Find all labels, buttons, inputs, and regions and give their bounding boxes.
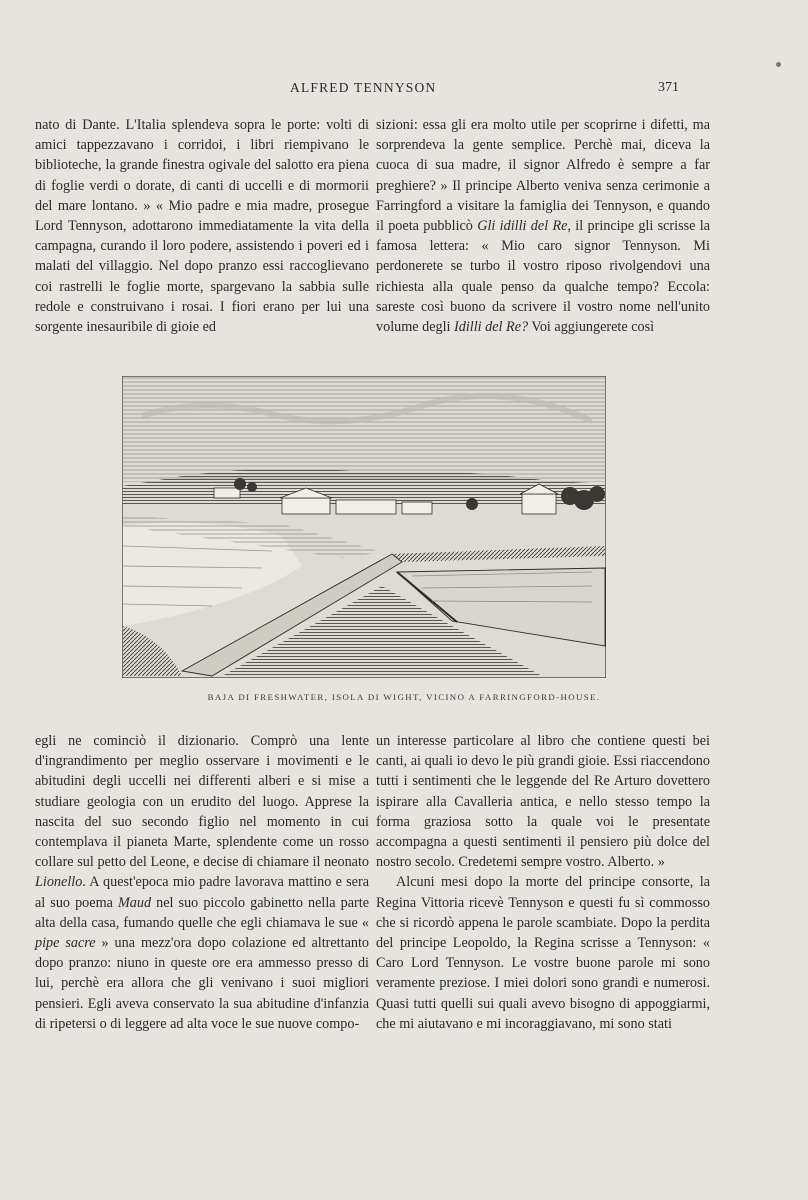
right-column-bottom <box>376 731 710 1034</box>
paragraph: un interesse particolare al libro che contiene questi bei canti, ai quali io devo le più grandi gioie. Essi riaccendono tutti i sentimenti che le leggende del Re Arturo dovettero ispirare alla Cavalleria antica, e nello stesso tempo la forma graziosa sotto la quale voi le presentate accompagna a questi sentimenti il pensiero più dolce del nostro secolo. Credetemi sempre vostro. Alberto. » <box>376 733 710 871</box>
italic-name: Lionello <box>35 874 83 891</box>
paragraph: egli ne cominciò il dizionario. Comprò una lente d'ingrandimento per meglio osservare i movimenti e le abitudini degli uccelli nei differenti alberi e si mise a studiare geologia con un erudito del luogo. Apprese la nascita del suo secondo figlio nel momento in cui contemplava il pianeta Marte, splendente come un rosso collare sul petto del Leone, e decise di chiamare il neonato Lionello. A quest'epoca mio padre lavorava mattino e sera al suo poema Maud nel suo piccolo gabinetto nella parte alta della casa, fumando quelle che egli chiamava le sue « pipe sacre » una mezz'ora dopo colazione ed altrettanto dopo pranzo: niuno in queste ore era ammesso presso di lui, perchè era allora che gli venivano i suoi migliori pensieri. Egli aveva conservato la sua abitudine d'infanzia di ripetersi o di leggere ad alta voce le sue nuove compo- <box>35 733 369 1032</box>
paragraph: nato di Dante. L'Italia splendeva sopra le porte: volti di amici tappezzavano i corridoi, i libri riempivano le biblioteche, la grande finestra ogivale del salotto era piena di foglie verdi o dorate, di canti di uccelli e di mormorii del mare lontano. » « Mio padre e mia madre, prosegue Lord Tennyson, adottarono immediatamente la vita della campagna, curando il loro podere, assistendo i poveri ed i malati del villaggio. Nel dopo pranzo essi raccoglievano coi rastrelli le foglie morte, spargevano la sabbia sulle redole e construivano i rosai. I fiori erano per lui una sorgente inesauribile di gioie ed <box>35 117 369 336</box>
paragraph: sizioni: essa gli era molto utile per scoprirne i difetti, ma sorprendeva la gente semplice. Perchè mai, diceva la cuoca di sua madre, il signor Alfredo è sempre a far preghiere? » Il principe Alberto veniva senza cerimonie a Farringford a visitare la famiglia dei Tennyson, e quando il poeta pubblicò Gli idilli del Re, il principe gli scrisse la famosa lettera: « Mio caro signor Tennyson. Mi perdonerete se turbo il vostro riposo rivolgendovi una richiesta alla quale penso da qualche tempo? Eccola: sareste così buono da scrivere il vostro nome nell'unito volume degli Idilli del Re? Voi aggiungerete così <box>376 117 710 336</box>
poem-title: Maud <box>117 894 152 911</box>
right-column-top <box>376 115 710 337</box>
running-title: ALFRED TENNYSON <box>290 80 437 95</box>
left-column-bottom <box>35 731 369 1034</box>
book-title: Idilli del Re? <box>454 319 529 336</box>
figure-caption: BAJA DI FRESHWATER, ISOLA DI WIGHT, VICINO A FARRINGFORD-HOUSE. <box>207 692 601 702</box>
left-column-top <box>35 115 369 337</box>
italic-phrase: pipe sacre <box>35 935 96 952</box>
paragraph: Alcuni mesi dopo la morte del principe consorte, la Regina Vittoria ricevè Tennyson e questi fu sì commosso che si ricordò appena le parole scambiate. Dopo la perdita del principe Leopoldo, la Regina scrisse a Tennyson: « Caro Lord Tennyson. Le vostre buone parole mi sono veramente preziose. I miei dolori sono grandi e numerosi. Quasi tutti quelli sui quali avevo bisogno di appoggiarmi, che mi aiutavano e mi incoraggiavano, mi sono stati <box>376 874 710 1032</box>
binding-hole-dot <box>776 62 781 67</box>
page-number: 371 <box>658 80 679 95</box>
book-title: Gli idilli del Re <box>477 218 568 235</box>
engraving-illustration <box>122 376 606 678</box>
